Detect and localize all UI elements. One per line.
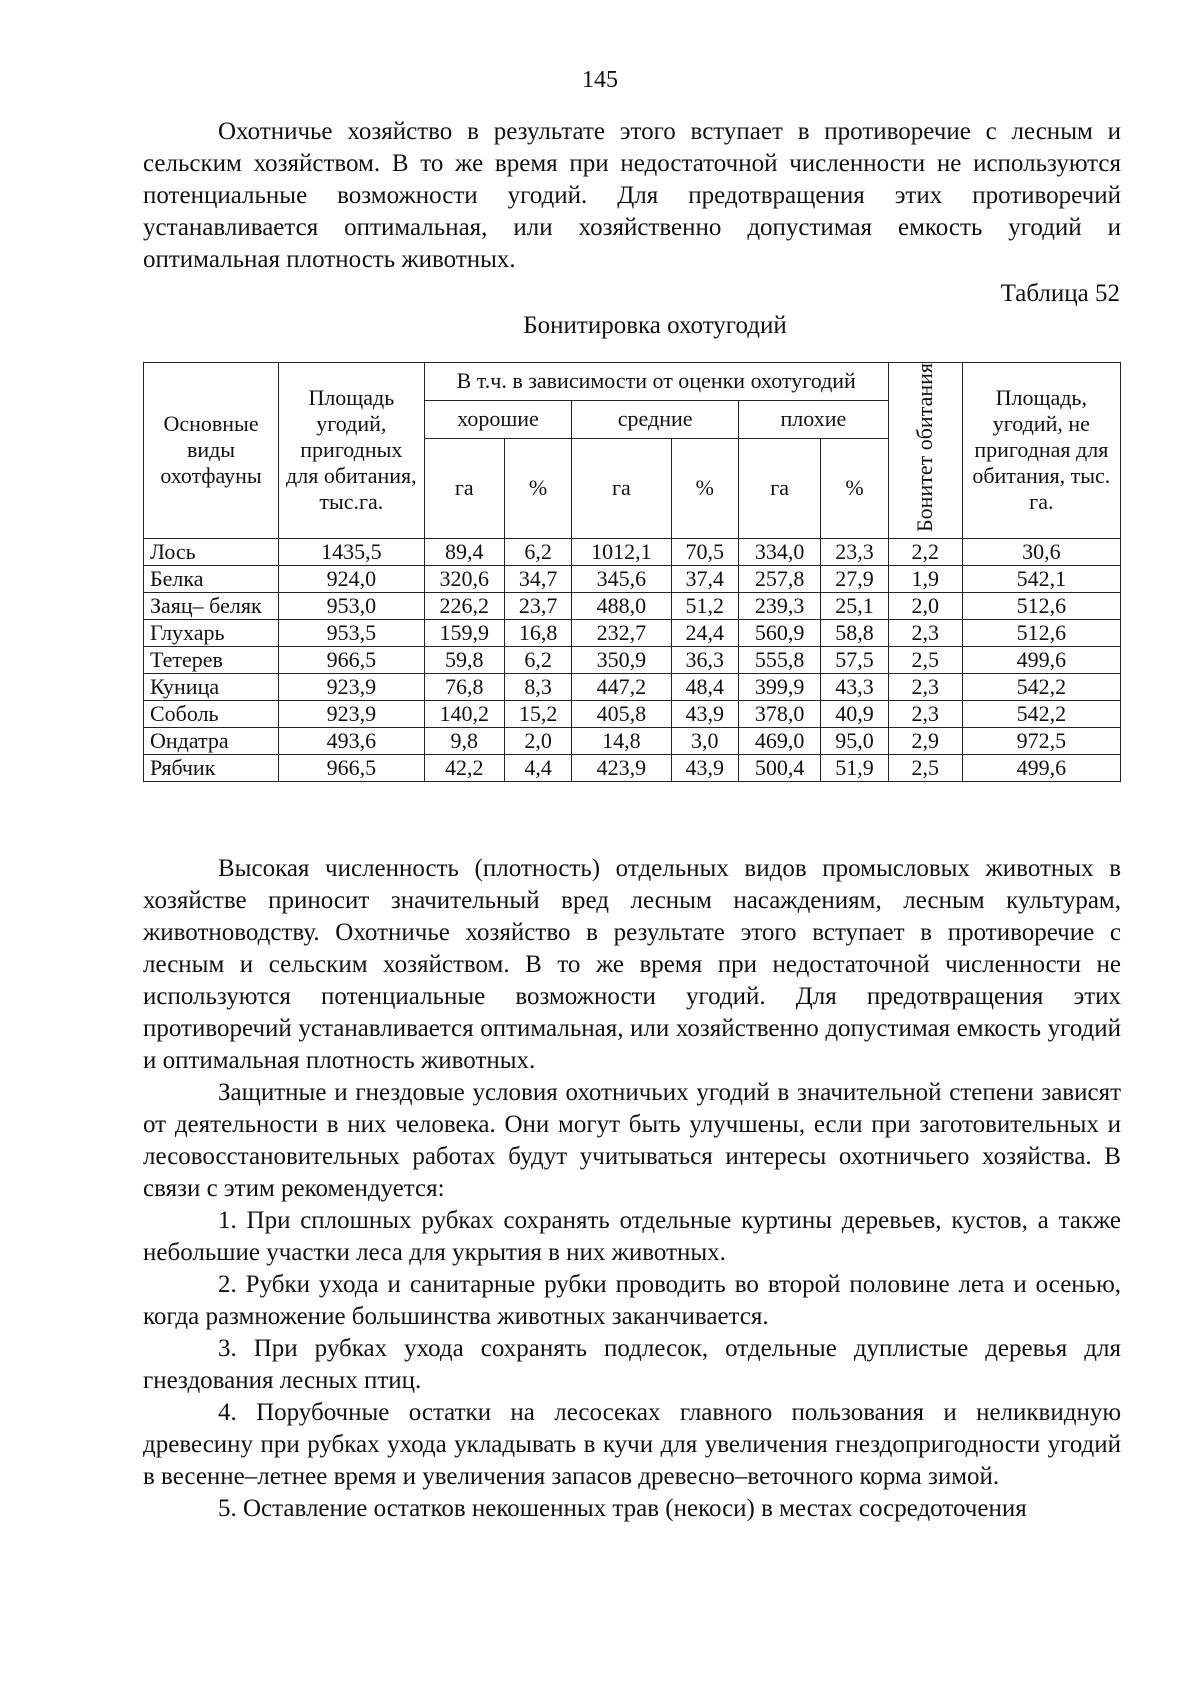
header-bonitet bbox=[888, 363, 962, 539]
intro-paragraph: Охотничье хозяйство в результате этого вступает в противоречие с лесным и сельским хозяйством. В то же время при недостаточной численности не используются потенциальные возможности угодий. Для предотвращения этих противоречий устанавливается оптимальная, или хозяйственно допустимая емкость угодий и оптимальная плотность животных. bbox=[143, 118, 1121, 273]
table-number: Таблица 52 bbox=[1000, 280, 1120, 307]
cell-med-ha: 405,8 bbox=[572, 700, 671, 727]
cell-unsuitable: 512,6 bbox=[962, 592, 1120, 619]
cell-area: 923,9 bbox=[279, 673, 425, 700]
cell-bad-ha: 555,8 bbox=[739, 646, 821, 673]
cell-good-pct: 8,3 bbox=[504, 673, 572, 700]
cell-good-ha: 226,2 bbox=[424, 592, 504, 619]
cell-good-pct: 6,2 bbox=[504, 538, 572, 565]
cell-area: 953,5 bbox=[279, 619, 425, 646]
cell-med-pct: 24,4 bbox=[671, 619, 739, 646]
cell-good-pct: 16,8 bbox=[504, 619, 572, 646]
cell-med-ha: 14,8 bbox=[572, 727, 671, 754]
cell-bonitet: 1,9 bbox=[888, 565, 962, 592]
header-bad-pct: % bbox=[821, 438, 889, 538]
cell-bad-ha: 500,4 bbox=[739, 754, 821, 781]
table-body bbox=[144, 538, 1121, 781]
cell-good-ha: 89,4 bbox=[424, 538, 504, 565]
cell-area: 924,0 bbox=[279, 565, 425, 592]
cell-good-pct: 34,7 bbox=[504, 565, 572, 592]
cell-bad-ha: 469,0 bbox=[739, 727, 821, 754]
cell-name: Ондатра bbox=[144, 727, 279, 754]
body-paragraph: Высокая численность (плотность) отдельных видов промысловых животных в хозяйстве приносит значительный вред лесным насаждениям, лесным культурам, животноводству. Охотничье хозяйство в результате этого вступает в противоречие с лесным и сельским хозяйством. В то же время при недостаточной численности не используются потенциальные возможности угодий. Для предотвращения этих противоречий устанавливается оптимальная, или хозяйственно допустимая емкость угодий и оптимальная плотность животных. bbox=[143, 855, 1121, 1074]
cell-good-ha: 159,9 bbox=[424, 619, 504, 646]
cell-name: Соболь bbox=[144, 700, 279, 727]
cell-med-ha: 350,9 bbox=[572, 646, 671, 673]
body-paragraph: 3. При рубках ухода сохранять подлесок, отдельные дуплистые деревья для гнездования лесных птиц. bbox=[143, 1335, 1121, 1394]
page-number: 145 bbox=[582, 67, 618, 93]
body-paragraph: 1. При сплошных рубках сохранять отдельные куртины деревьев, кустов, а также небольшие участки леса для укрытия в них животных. bbox=[143, 1207, 1121, 1266]
header-bad: плохие bbox=[739, 400, 889, 438]
cell-bad-ha: 257,8 bbox=[739, 565, 821, 592]
cell-bad-pct: 95,0 bbox=[821, 727, 889, 754]
cell-name: Рябчик bbox=[144, 754, 279, 781]
table-row bbox=[144, 727, 1121, 754]
header-med-ha: га bbox=[572, 438, 671, 538]
header-med-pct: % bbox=[671, 438, 739, 538]
cell-unsuitable: 499,6 bbox=[962, 646, 1120, 673]
body-paragraph: 5. Оставление остатков некошенных трав (некоси) в местах сосредоточения bbox=[218, 1495, 1027, 1522]
cell-bonitet: 2,9 bbox=[888, 727, 962, 754]
cell-bad-pct: 58,8 bbox=[821, 619, 889, 646]
cell-area: 966,5 bbox=[279, 646, 425, 673]
cell-med-pct: 36,3 bbox=[671, 646, 739, 673]
header-good-pct: % bbox=[504, 438, 572, 538]
cell-med-pct: 3,0 bbox=[671, 727, 739, 754]
cell-unsuitable: 542,2 bbox=[962, 673, 1120, 700]
cell-bad-ha: 334,0 bbox=[739, 538, 821, 565]
cell-med-pct: 43,9 bbox=[671, 754, 739, 781]
cell-good-ha: 76,8 bbox=[424, 673, 504, 700]
cell-med-ha: 447,2 bbox=[572, 673, 671, 700]
cell-good-ha: 59,8 bbox=[424, 646, 504, 673]
cell-bad-pct: 43,3 bbox=[821, 673, 889, 700]
cell-good-pct: 23,7 bbox=[504, 592, 572, 619]
cell-bad-pct: 51,9 bbox=[821, 754, 889, 781]
header-bonitet-label: Бонитет обитания bbox=[912, 363, 938, 532]
cell-name: Глухарь bbox=[144, 619, 279, 646]
header-medium: средние bbox=[572, 400, 739, 438]
cell-area: 953,0 bbox=[279, 592, 425, 619]
body-paragraph: 4. Порубочные остатки на лесосеках главного пользования и неликвидную древесину при рубках ухода укладывать в кучи для увеличения гнездопригодности угодий в весенне–летнее время и увеличения запасов древесно–веточного корма зимой. bbox=[143, 1399, 1121, 1490]
cell-unsuitable: 30,6 bbox=[962, 538, 1120, 565]
cell-bad-ha: 378,0 bbox=[739, 700, 821, 727]
cell-med-ha: 1012,1 bbox=[572, 538, 671, 565]
body-paragraph: Защитные и гнездовые условия охотничьих угодий в значительной степени зависят от деятельности в них человека. Они могут быть улучшены, если при заготовительных и лесовосстановительных работах будут учитываться интересы охотничьего хозяйства. В связи с этим рекомендуется: bbox=[143, 1079, 1121, 1202]
cell-unsuitable: 512,6 bbox=[962, 619, 1120, 646]
cell-unsuitable: 542,2 bbox=[962, 700, 1120, 727]
cell-med-pct: 43,9 bbox=[671, 700, 739, 727]
cell-med-pct: 70,5 bbox=[671, 538, 739, 565]
table-title: Бонитировка охотугодий bbox=[523, 312, 787, 339]
cell-bad-pct: 25,1 bbox=[821, 592, 889, 619]
cell-good-pct: 2,0 bbox=[504, 727, 572, 754]
cell-good-pct: 15,2 bbox=[504, 700, 572, 727]
cell-name: Тетерев bbox=[144, 646, 279, 673]
cell-area: 923,9 bbox=[279, 700, 425, 727]
cell-bad-pct: 23,3 bbox=[821, 538, 889, 565]
header-area: Площадь угодий, пригодных для обитания, тыс.га. bbox=[279, 363, 425, 539]
cell-bonitet: 2,5 bbox=[888, 754, 962, 781]
cell-good-ha: 9,8 bbox=[424, 727, 504, 754]
cell-bonitet: 2,3 bbox=[888, 700, 962, 727]
cell-med-pct: 37,4 bbox=[671, 565, 739, 592]
cell-med-ha: 423,9 bbox=[572, 754, 671, 781]
table-row bbox=[144, 673, 1121, 700]
header-bad-ha: га bbox=[739, 438, 821, 538]
cell-bad-ha: 239,3 bbox=[739, 592, 821, 619]
cell-med-pct: 48,4 bbox=[671, 673, 739, 700]
cell-good-ha: 42,2 bbox=[424, 754, 504, 781]
table-row bbox=[144, 700, 1121, 727]
cell-bad-ha: 399,9 bbox=[739, 673, 821, 700]
table-row bbox=[144, 754, 1121, 781]
cell-bonitet: 2,2 bbox=[888, 538, 962, 565]
cell-good-ha: 320,6 bbox=[424, 565, 504, 592]
cell-good-pct: 6,2 bbox=[504, 646, 572, 673]
intro-block bbox=[143, 116, 1121, 276]
table-row bbox=[144, 565, 1121, 592]
cell-bad-pct: 40,9 bbox=[821, 700, 889, 727]
cell-unsuitable: 542,1 bbox=[962, 565, 1120, 592]
table-row bbox=[144, 538, 1121, 565]
cell-area: 966,5 bbox=[279, 754, 425, 781]
cell-bad-pct: 57,5 bbox=[821, 646, 889, 673]
cell-unsuitable: 499,6 bbox=[962, 754, 1120, 781]
cell-good-pct: 4,4 bbox=[504, 754, 572, 781]
table-header-row bbox=[144, 363, 1121, 401]
cell-unsuitable: 972,5 bbox=[962, 727, 1120, 754]
cell-name: Куница bbox=[144, 673, 279, 700]
header-unsuitable: Площадь, угодий, не пригодная для обитания, тыс. га. bbox=[962, 363, 1120, 539]
cell-area: 1435,5 bbox=[279, 538, 425, 565]
header-good-ha: га bbox=[424, 438, 504, 538]
cell-name: Заяц– беляк bbox=[144, 592, 279, 619]
body-text bbox=[143, 853, 1121, 1525]
header-species: Основные виды охотфауны bbox=[144, 363, 279, 539]
cell-med-pct: 51,2 bbox=[671, 592, 739, 619]
header-group: В т.ч. в зависимости от оценки охотугодий bbox=[424, 363, 888, 401]
table-row bbox=[144, 592, 1121, 619]
cell-area: 493,6 bbox=[279, 727, 425, 754]
header-good: хорошие bbox=[424, 400, 572, 438]
cell-bonitet: 2,3 bbox=[888, 619, 962, 646]
table-row bbox=[144, 646, 1121, 673]
cell-bad-ha: 560,9 bbox=[739, 619, 821, 646]
cell-med-ha: 345,6 bbox=[572, 565, 671, 592]
cell-bad-pct: 27,9 bbox=[821, 565, 889, 592]
cell-bonitet: 2,5 bbox=[888, 646, 962, 673]
cell-med-ha: 232,7 bbox=[572, 619, 671, 646]
cell-name: Лось bbox=[144, 538, 279, 565]
table-row bbox=[144, 619, 1121, 646]
cell-bonitet: 2,3 bbox=[888, 673, 962, 700]
cell-name: Белка bbox=[144, 565, 279, 592]
cell-med-ha: 488,0 bbox=[572, 592, 671, 619]
bonitet-table bbox=[143, 362, 1121, 782]
cell-bonitet: 2,0 bbox=[888, 592, 962, 619]
cell-good-ha: 140,2 bbox=[424, 700, 504, 727]
body-paragraph: 2. Рубки ухода и санитарные рубки проводить во второй половине лета и осенью, когда размножение большинства животных заканчивается. bbox=[143, 1271, 1121, 1330]
